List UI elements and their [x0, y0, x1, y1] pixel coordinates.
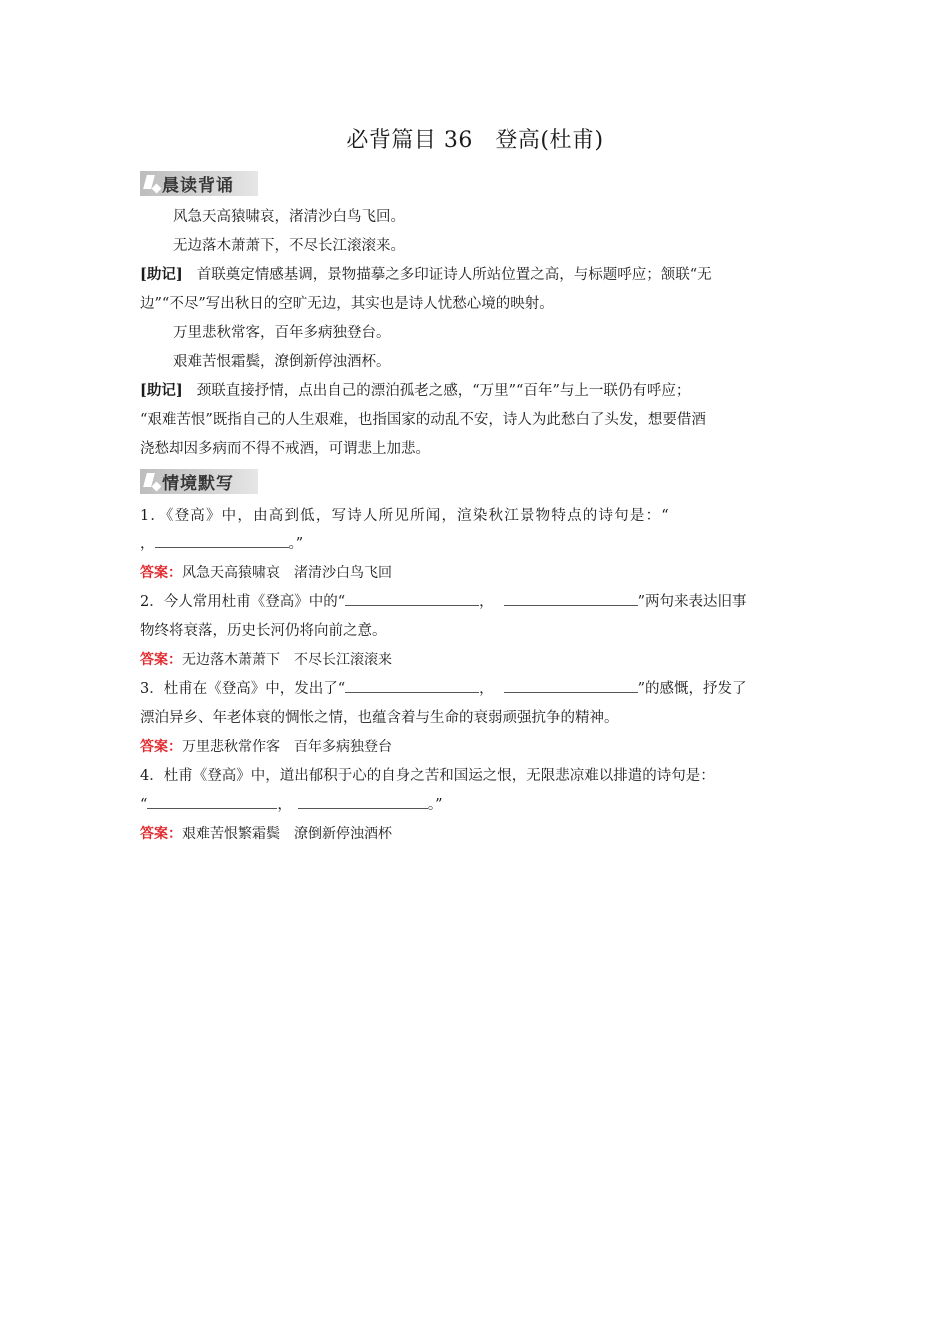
question-2-cont: 物终将衰落，历史长河仍将向前之意。: [140, 623, 387, 639]
question-2: 2．今人常用杜甫《登高》中的“ ， ”两句来表达旧事: [140, 591, 810, 613]
note-text: 边”“不尽”写出秋日的空旷无边，其实也是诗人忧愁心境的映射。: [140, 296, 554, 312]
verse-line: 风急天高猿啸哀，渚清沙白鸟飞回。: [173, 209, 405, 225]
answer-4: [140, 823, 810, 845]
verse-line: 艰难苦恨霜鬓，潦倒新停浊酒杯。: [173, 354, 391, 370]
answer-label: 答案：: [140, 826, 182, 842]
question-4: 4．杜甫《登高》中，道出郁积于心的自身之苦和国运之恨，无限悲凉难以排遣的诗句是：: [140, 768, 715, 784]
answer-label: 答案：: [140, 652, 182, 668]
answer-text: 无边落木萧萧下 不尽长江滚滚来: [182, 652, 392, 668]
answer-text: 艰难苦恨繁霜鬓 潦倒新停浊酒杯: [182, 826, 392, 842]
answer-blank[interactable]: [147, 794, 277, 809]
note-text: “艰难苦恨”既指自己的人生艰难，也指国家的动乱不安，诗人为此愁白了头发，想要借酒: [140, 412, 706, 428]
note-text: 首联奠定情感基调，景物描摹之多印证诗人所站位置之高，与标题呼应；颔联“无: [196, 267, 712, 283]
mnemonic-note: [140, 380, 810, 402]
answer-blank[interactable]: [345, 678, 479, 693]
answer-2: [140, 649, 810, 671]
note-text: 颈联直接抒情，点出自己的漂泊孤老之感，“万里”“百年”与上一联仍有呼应；: [196, 383, 691, 399]
answer-blank[interactable]: [155, 533, 289, 548]
note-text: 浇愁却因多病而不得不戒酒，可谓悲上加悲。: [140, 441, 430, 457]
verse-line: 无边落木萧萧下，不尽长江滚滚来。: [173, 238, 405, 254]
answer-blank[interactable]: [504, 678, 638, 693]
question-1-blanks: ， 。”: [140, 533, 810, 555]
pencil-icon: [140, 171, 162, 196]
note-tag: [助记]: [140, 382, 183, 399]
answer-blank[interactable]: [345, 591, 479, 606]
page-title: 必背篇目 36 登高(杜甫): [346, 128, 604, 153]
section-banner-context-dictation: [140, 469, 258, 494]
answer-text: 风急天高猿啸哀 渚清沙白鸟飞回: [182, 565, 392, 581]
pencil-icon: [140, 469, 162, 494]
answer-blank[interactable]: [298, 794, 428, 809]
answer-blank[interactable]: [504, 591, 638, 606]
section-label: 晨读背诵: [162, 176, 234, 196]
question-1: 1．《登高》中，由高到低，写诗人所见所闻，渲染秋江景物特点的诗句是：“: [140, 508, 670, 524]
verse-line: 万里悲秋常客，百年多病独登台。: [173, 325, 391, 341]
answer-text: 万里悲秋常作客 百年多病独登台: [182, 739, 392, 755]
answer-label: 答案：: [140, 739, 182, 755]
note-tag: [助记]: [140, 266, 183, 283]
section-banner-morning-reading: [140, 171, 258, 196]
section-label: 情境默写: [162, 474, 234, 494]
answer-3: [140, 736, 810, 758]
question-4-blanks: “ ， 。”: [140, 794, 810, 816]
question-3: 3．杜甫在《登高》中，发出了“ ， ”的感慨，抒发了: [140, 678, 810, 700]
mnemonic-note: [140, 264, 810, 286]
question-3-cont: 漂泊异乡、年老体衰的惆怅之情，也蕴含着与生命的衰弱顽强抗争的精神。: [140, 710, 619, 726]
answer-1: [140, 562, 810, 584]
answer-label: 答案：: [140, 565, 182, 581]
